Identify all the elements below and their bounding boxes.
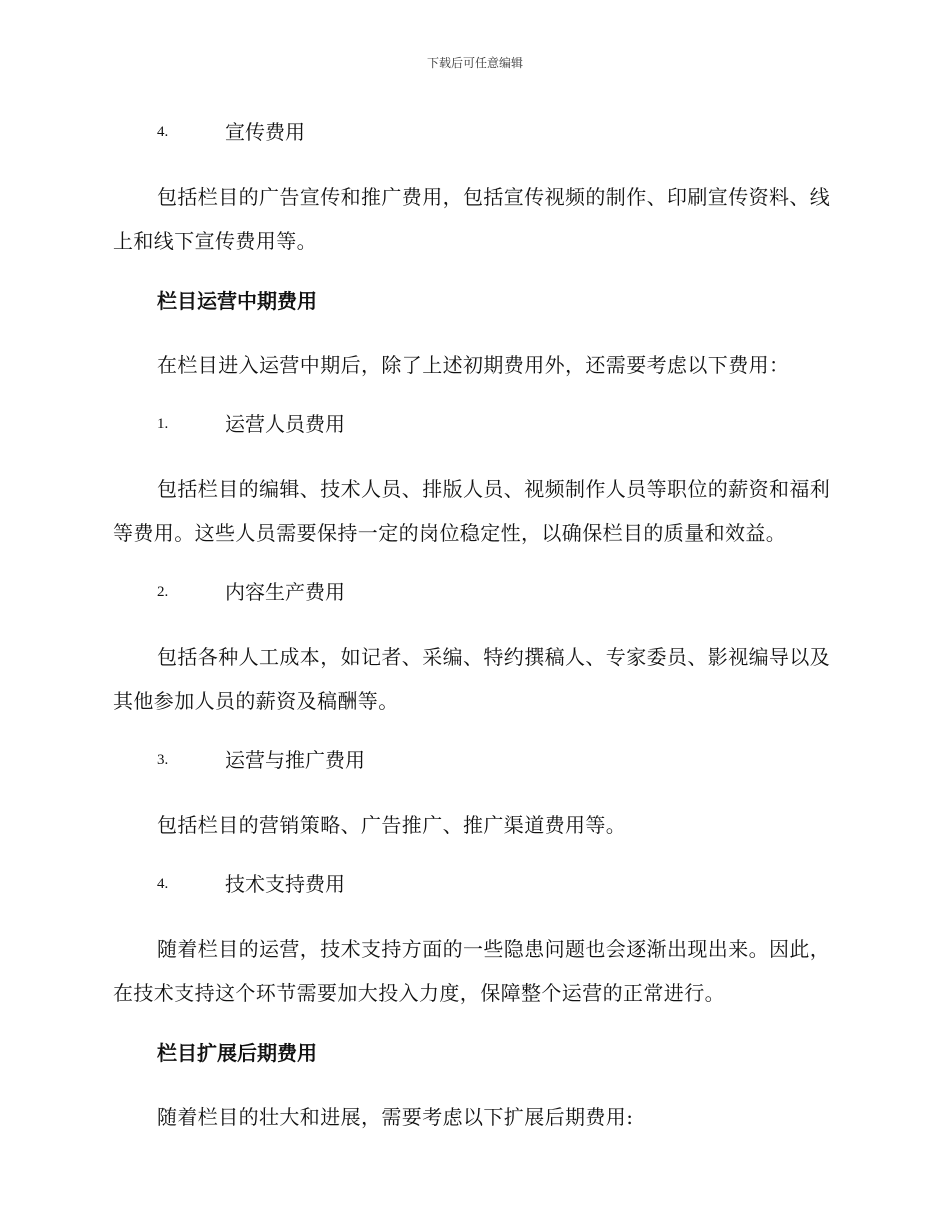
- section-heading: 栏目运营中期费用: [157, 289, 317, 313]
- paragraph: 包括栏目的广告宣传和推广费用，包括宣传视频的制作、印刷宣传资料、线上和线下宣传费用等。: [113, 185, 831, 253]
- list-item-number: 3.: [157, 752, 169, 768]
- paragraph: 随着栏目的运营，技术支持方面的一些隐患问题也会逐渐出现出来。因此，在技术支持这个环节需要加大投入力度，保障整个运营的正常进行。: [113, 937, 831, 1005]
- list-item-heading: [113, 868, 835, 900]
- paragraph: 包括栏目的营销策略、广告推广、推广渠道费用等。: [157, 813, 627, 837]
- list-item-title: 运营人员费用: [225, 412, 345, 436]
- list-item-title: 运营与推广费用: [225, 748, 365, 772]
- list-item-heading: [113, 744, 835, 776]
- list-item-heading: [113, 408, 835, 440]
- paragraph: 在栏目进入运营中期后，除了上述初期费用外，还需要考虑以下费用：: [157, 353, 790, 377]
- document-body: [113, 110, 835, 1160]
- list-item-title: 内容生产费用: [225, 580, 345, 604]
- list-item-number: 4.: [157, 876, 169, 892]
- list-item-title: 宣传费用: [225, 120, 305, 144]
- paragraph: 包括栏目的编辑、技术人员、排版人员、视频制作人员等职位的薪资和福利等费用。这些人员需要保持一定的岗位稳定性，以确保栏目的质量和效益。: [113, 477, 831, 545]
- paragraph: 随着栏目的壮大和进展，需要考虑以下扩展后期费用:: [157, 1105, 634, 1129]
- list-item-title: 技术支持费用: [225, 872, 345, 896]
- list-item-number: 4.: [157, 124, 169, 140]
- list-item-number: 1.: [157, 416, 169, 432]
- list-item-heading: [113, 576, 835, 608]
- section-heading: 栏目扩展后期费用: [157, 1041, 317, 1065]
- list-item-heading: [113, 116, 835, 148]
- list-item-number: 2.: [157, 584, 169, 600]
- paragraph: 包括各种人工成本，如记者、采编、特约撰稿人、专家委员、影视编导以及其他参加人员的薪资及稿酬等。: [113, 645, 831, 713]
- page-header: 下载后可任意编辑: [426, 56, 523, 70]
